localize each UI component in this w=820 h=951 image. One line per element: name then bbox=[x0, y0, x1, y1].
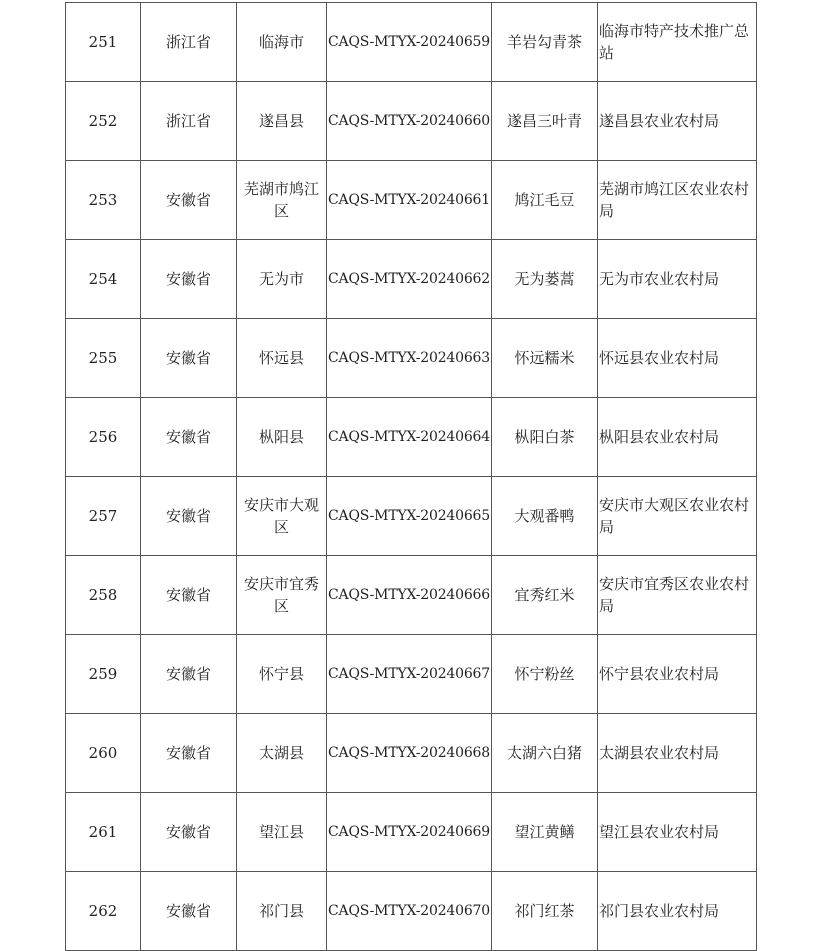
cell-province: 浙江省 bbox=[141, 3, 237, 82]
cell-product-name: 遂昌三叶青 bbox=[492, 82, 598, 161]
cell-agency: 祁门县农业农村局 bbox=[598, 872, 757, 951]
cell-serial-number: 254 bbox=[66, 240, 141, 319]
cell-certificate-code: CAQS-MTYX-20240659 bbox=[327, 3, 492, 82]
table-row bbox=[66, 872, 757, 951]
cell-city: 临海市 bbox=[237, 3, 327, 82]
cell-city: 遂昌县 bbox=[237, 82, 327, 161]
cell-certificate-code: CAQS-MTYX-20240664 bbox=[327, 398, 492, 477]
cell-agency: 太湖县农业农村局 bbox=[598, 714, 757, 793]
table-row bbox=[66, 319, 757, 398]
cell-province: 安徽省 bbox=[141, 240, 237, 319]
cell-product-name: 祁门红茶 bbox=[492, 872, 598, 951]
cell-city: 芜湖市鸠江区 bbox=[237, 161, 327, 240]
cell-product-name: 太湖六白猪 bbox=[492, 714, 598, 793]
cell-agency: 临海市特产技术推广总站 bbox=[598, 3, 757, 82]
cell-agency: 安庆市宜秀区农业农村局 bbox=[598, 556, 757, 635]
cell-serial-number: 259 bbox=[66, 635, 141, 714]
cell-province: 安徽省 bbox=[141, 635, 237, 714]
cell-serial-number: 252 bbox=[66, 82, 141, 161]
cell-product-name: 鸠江毛豆 bbox=[492, 161, 598, 240]
cell-agency: 枞阳县农业农村局 bbox=[598, 398, 757, 477]
cell-serial-number: 261 bbox=[66, 793, 141, 872]
cell-city: 太湖县 bbox=[237, 714, 327, 793]
cell-serial-number: 257 bbox=[66, 477, 141, 556]
cell-certificate-code: CAQS-MTYX-20240661 bbox=[327, 161, 492, 240]
cell-serial-number: 262 bbox=[66, 872, 141, 951]
cell-city: 安庆市宜秀区 bbox=[237, 556, 327, 635]
cell-certificate-code: CAQS-MTYX-20240669 bbox=[327, 793, 492, 872]
cell-city: 枞阳县 bbox=[237, 398, 327, 477]
cell-certificate-code: CAQS-MTYX-20240670 bbox=[327, 872, 492, 951]
table-row bbox=[66, 240, 757, 319]
cell-certificate-code: CAQS-MTYX-20240665 bbox=[327, 477, 492, 556]
table-row bbox=[66, 556, 757, 635]
cell-product-name: 羊岩勾青茶 bbox=[492, 3, 598, 82]
cell-agency: 遂昌县农业农村局 bbox=[598, 82, 757, 161]
cell-product-name: 怀宁粉丝 bbox=[492, 635, 598, 714]
cell-certificate-code: CAQS-MTYX-20240660 bbox=[327, 82, 492, 161]
cell-city: 望江县 bbox=[237, 793, 327, 872]
table-row bbox=[66, 82, 757, 161]
table-row bbox=[66, 793, 757, 872]
table-row bbox=[66, 3, 757, 82]
product-registry-table bbox=[65, 2, 757, 951]
cell-agency: 望江县农业农村局 bbox=[598, 793, 757, 872]
cell-serial-number: 260 bbox=[66, 714, 141, 793]
cell-certificate-code: CAQS-MTYX-20240662 bbox=[327, 240, 492, 319]
table-body bbox=[66, 3, 757, 951]
cell-product-name: 枞阳白茶 bbox=[492, 398, 598, 477]
cell-product-name: 无为蒌蒿 bbox=[492, 240, 598, 319]
table-row bbox=[66, 477, 757, 556]
cell-serial-number: 255 bbox=[66, 319, 141, 398]
cell-agency: 安庆市大观区农业农村局 bbox=[598, 477, 757, 556]
cell-agency: 芜湖市鸠江区农业农村局 bbox=[598, 161, 757, 240]
cell-product-name: 大观番鸭 bbox=[492, 477, 598, 556]
cell-serial-number: 251 bbox=[66, 3, 141, 82]
cell-province: 浙江省 bbox=[141, 82, 237, 161]
cell-certificate-code: CAQS-MTYX-20240663 bbox=[327, 319, 492, 398]
table-row bbox=[66, 398, 757, 477]
cell-certificate-code: CAQS-MTYX-20240668 bbox=[327, 714, 492, 793]
cell-city: 无为市 bbox=[237, 240, 327, 319]
cell-province: 安徽省 bbox=[141, 714, 237, 793]
cell-city: 安庆市大观区 bbox=[237, 477, 327, 556]
cell-product-name: 望江黄鳝 bbox=[492, 793, 598, 872]
cell-province: 安徽省 bbox=[141, 161, 237, 240]
cell-province: 安徽省 bbox=[141, 793, 237, 872]
cell-province: 安徽省 bbox=[141, 319, 237, 398]
cell-province: 安徽省 bbox=[141, 477, 237, 556]
cell-city: 怀远县 bbox=[237, 319, 327, 398]
cell-city: 祁门县 bbox=[237, 872, 327, 951]
table-row bbox=[66, 161, 757, 240]
cell-province: 安徽省 bbox=[141, 398, 237, 477]
cell-agency: 怀宁县农业农村局 bbox=[598, 635, 757, 714]
cell-province: 安徽省 bbox=[141, 872, 237, 951]
cell-province: 安徽省 bbox=[141, 556, 237, 635]
table-row bbox=[66, 635, 757, 714]
table-row bbox=[66, 714, 757, 793]
cell-serial-number: 253 bbox=[66, 161, 141, 240]
cell-city: 怀宁县 bbox=[237, 635, 327, 714]
cell-product-name: 宜秀红米 bbox=[492, 556, 598, 635]
cell-certificate-code: CAQS-MTYX-20240667 bbox=[327, 635, 492, 714]
cell-certificate-code: CAQS-MTYX-20240666 bbox=[327, 556, 492, 635]
cell-serial-number: 258 bbox=[66, 556, 141, 635]
cell-product-name: 怀远糯米 bbox=[492, 319, 598, 398]
cell-agency: 无为市农业农村局 bbox=[598, 240, 757, 319]
cell-agency: 怀远县农业农村局 bbox=[598, 319, 757, 398]
cell-serial-number: 256 bbox=[66, 398, 141, 477]
